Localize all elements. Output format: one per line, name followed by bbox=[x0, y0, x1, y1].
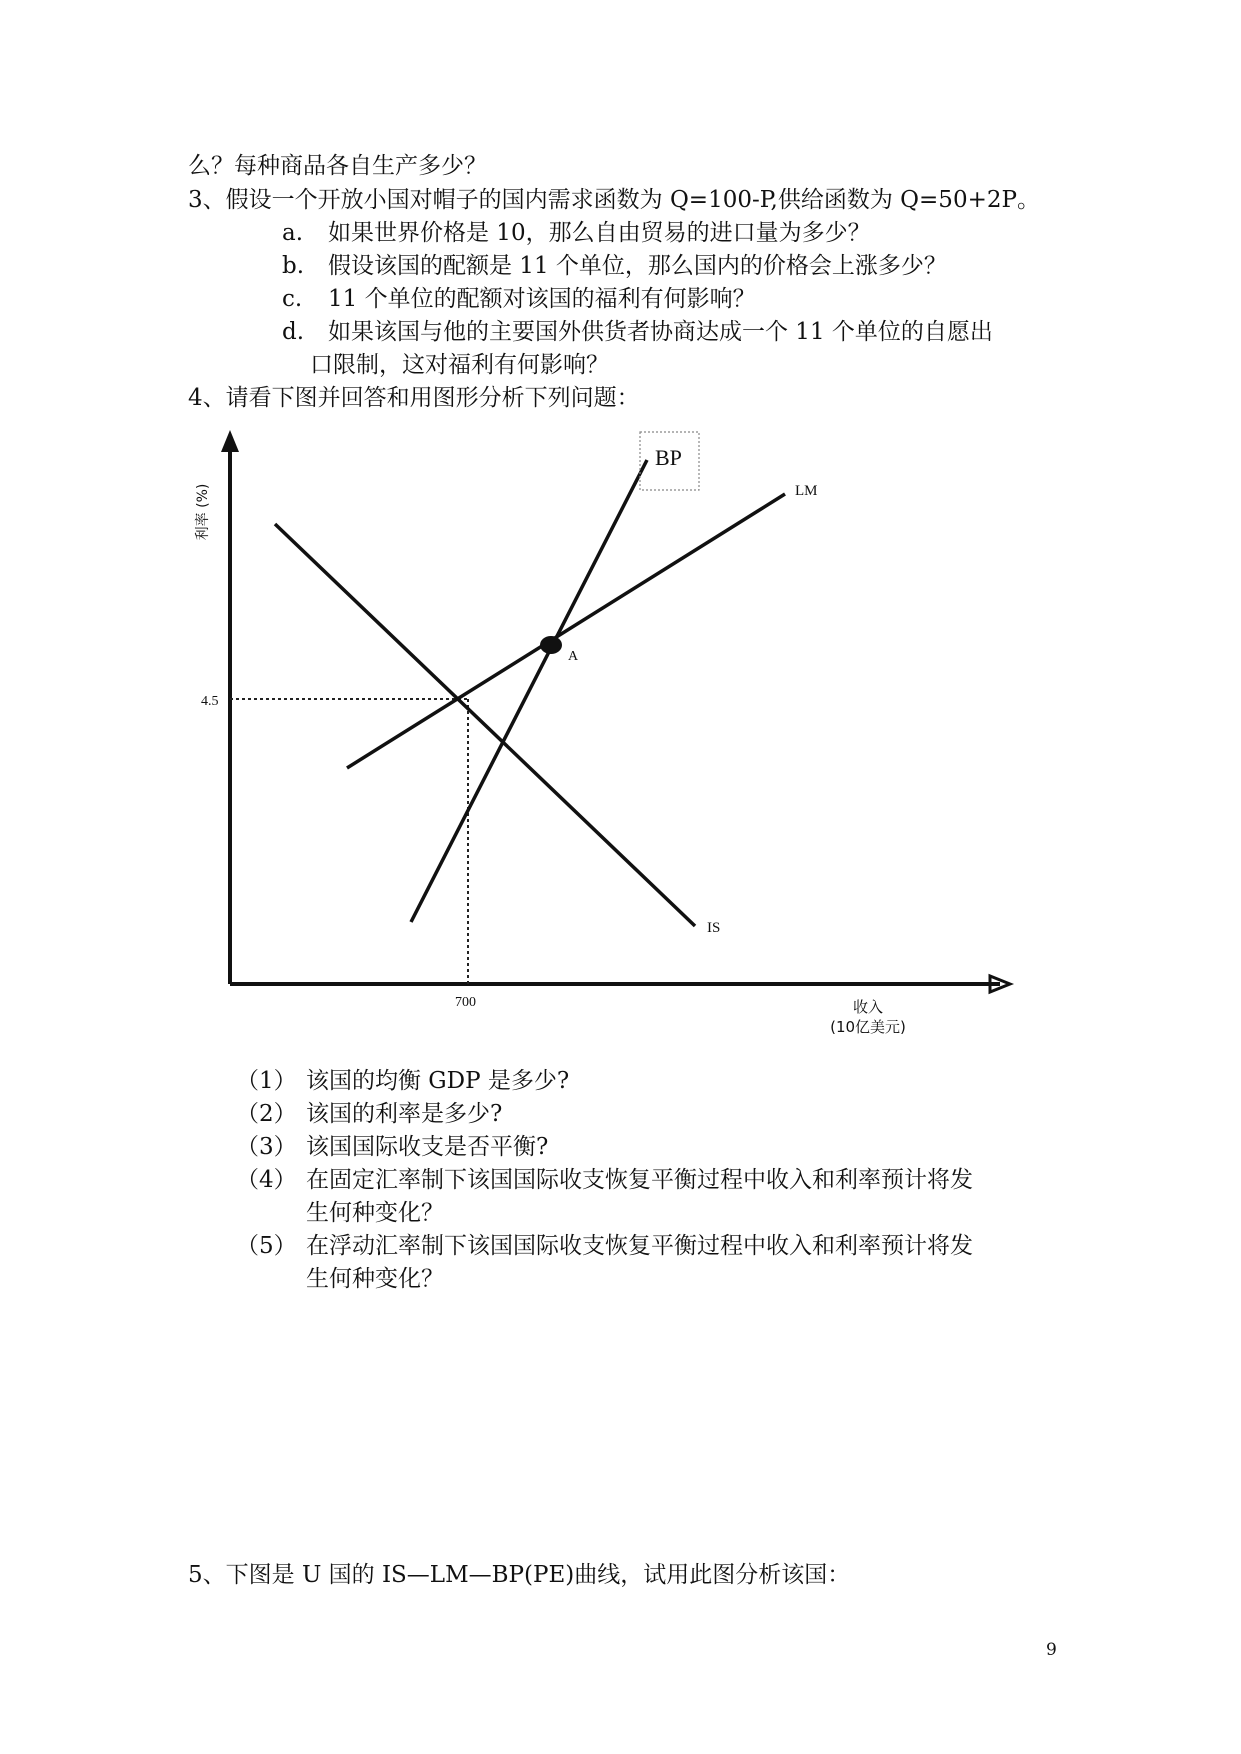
q4-item-4-continued: 生何种变化？ bbox=[306, 1200, 444, 1226]
item-text: 该国的均衡 GDP 是多少? bbox=[306, 1068, 570, 1094]
q4-item-1 bbox=[236, 1066, 569, 1096]
item-label: （3） bbox=[236, 1134, 297, 1160]
item-text: 如果世界价格是 10，那么自由贸易的进口量为多少？ bbox=[328, 220, 871, 246]
question-5: 5、下图是 U 国的 IS—LM—BP(PE)曲线，试用此图分析该国： bbox=[188, 1562, 851, 1588]
q4-item-3 bbox=[236, 1132, 548, 1162]
y-axis-label: 利率 (%) bbox=[195, 483, 211, 541]
q3-item-c bbox=[282, 284, 756, 314]
q4-item-2 bbox=[236, 1099, 502, 1129]
item-text: 该国的利率是多少? bbox=[306, 1101, 503, 1127]
item-label: b. bbox=[282, 253, 305, 279]
item-text: 11 个单位的配额对该国的福利有何影响？ bbox=[328, 286, 756, 312]
page-number: 9 bbox=[1046, 1640, 1057, 1660]
item-text: 假设该国的配额是 11 个单位，那么国内的价格会上涨多少？ bbox=[328, 253, 947, 279]
item-label: （4） bbox=[236, 1167, 297, 1193]
x-axis-label-2: (10亿美元) bbox=[830, 1018, 906, 1036]
point-a-marker bbox=[540, 636, 562, 654]
q3-item-d bbox=[282, 317, 993, 347]
item-text: 在浮动汇率制下该国国际收支恢复平衡过程中收入和利率预计将发 bbox=[306, 1233, 973, 1259]
item-text: 该国国际收支是否平衡? bbox=[306, 1134, 549, 1160]
item-text: 如果该国与他的主要国外供货者协商达成一个 11 个单位的自愿出 bbox=[328, 319, 993, 345]
q3-item-b bbox=[282, 251, 947, 281]
q3-item-d-continued: 口限制，这对福利有何影响？ bbox=[310, 352, 609, 378]
y-tick-4-5: 4.5 bbox=[201, 694, 219, 709]
item-label: （1） bbox=[236, 1068, 297, 1094]
lm-label: LM bbox=[795, 483, 818, 499]
is-label: IS bbox=[707, 920, 721, 936]
q4-item-5 bbox=[236, 1231, 973, 1261]
bp-label: BP bbox=[655, 445, 682, 470]
x-tick-700: 700 bbox=[455, 995, 476, 1010]
y-axis-arrow bbox=[221, 430, 239, 452]
x-axis-label-1: 收入 bbox=[852, 998, 884, 1016]
q3-item-a bbox=[282, 218, 871, 248]
lm-curve bbox=[347, 494, 785, 768]
text-line-1: 么？每种商品各自生产多少？ bbox=[188, 153, 487, 179]
question-3: 3、假设一个开放小国对帽子的国内需求函数为 Q=100-P,供给函数为 Q=50+2P。 bbox=[188, 187, 1040, 213]
item-label: c. bbox=[282, 286, 303, 312]
q4-item-4 bbox=[236, 1165, 973, 1195]
item-label: （2） bbox=[236, 1101, 297, 1127]
item-label: d. bbox=[282, 319, 305, 345]
item-text: 在固定汇率制下该国国际收支恢复平衡过程中收入和利率预计将发 bbox=[306, 1167, 973, 1193]
question-4: 4、请看下图并回答和用图形分析下列问题： bbox=[188, 385, 640, 411]
point-a-label: A bbox=[568, 649, 579, 664]
is-lm-bp-chart bbox=[185, 420, 1015, 1050]
q4-item-5-continued: 生何种变化？ bbox=[306, 1266, 444, 1292]
item-label: （5） bbox=[236, 1233, 297, 1259]
bp-curve bbox=[411, 460, 647, 922]
item-label: a. bbox=[282, 220, 304, 246]
is-curve bbox=[275, 524, 695, 926]
